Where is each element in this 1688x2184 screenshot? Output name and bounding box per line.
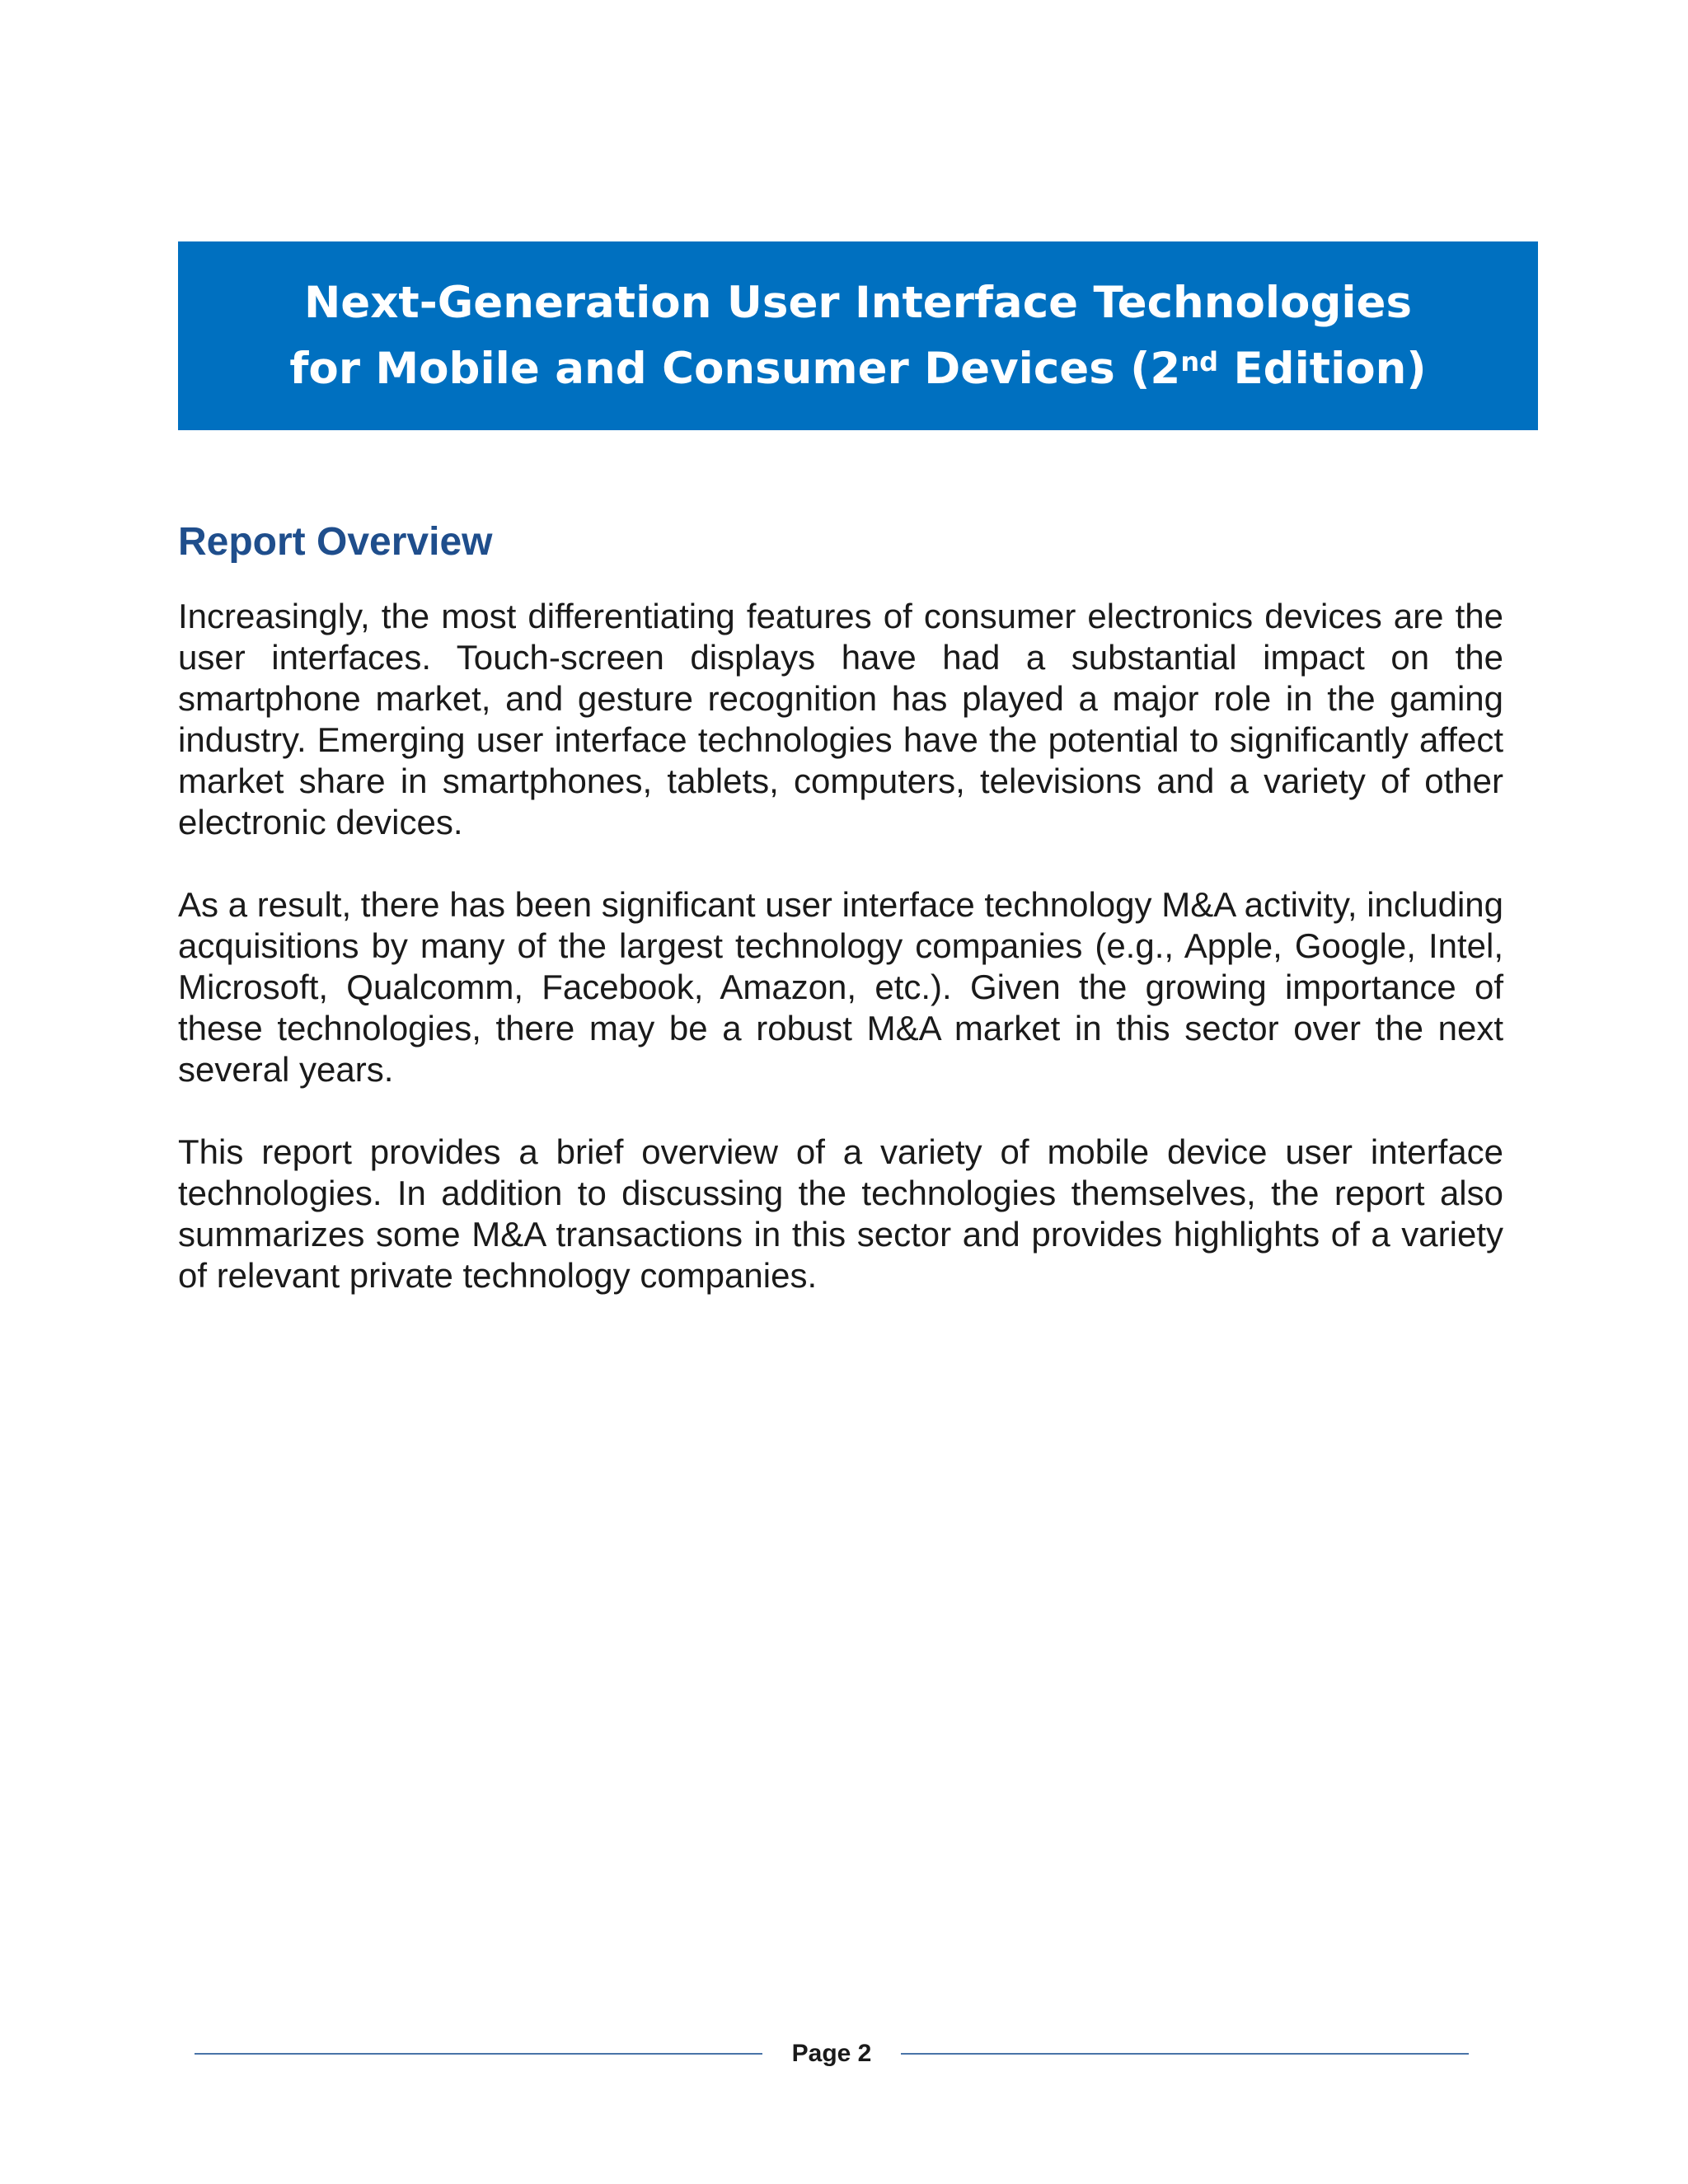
paragraph-3: This report provides a brief overview of a variety of mobile device user interface technologies. In addition to discussing the technologies themselves, the report also summarizes some M&A transactions in this sector and provides highlights of a variety of relevant private technology companies. xyxy=(178,1132,1503,1295)
paragraph-2: As a result, there has been significant user interface technology M&A activity, including acquisitions by many of the largest technology companies (e.g., Apple, Google, Intel, Microsoft, Qualcomm, Facebook, Amazon, etc.). Given the growing importance of these technologies, there may be a robust M&A market in this sector over the next several years. xyxy=(178,885,1503,1089)
footer-rule-left xyxy=(195,2053,762,2055)
title-banner xyxy=(178,241,1538,430)
title-line-1: Next-Generation User Interface Technologies xyxy=(303,277,1413,328)
title-line-2-suffix: Edition) xyxy=(1218,343,1427,394)
page-number: Page 2 xyxy=(791,2040,872,2067)
title-line-2 xyxy=(289,336,1426,402)
title-line-2-prefix: for Mobile and Consumer Devices (2 xyxy=(289,343,1181,394)
section-heading: Report Overview xyxy=(178,520,493,564)
paragraph-1: Increasingly, the most differentiating features of consumer electronics devices are the user interfaces. Touch-screen displays have had a substantial impact on the smartphone market, and gesture recognition has played a major role in the gaming industry. Emerging user interface technologies have the potential to significantly affect market share in smartphones, tablets, computers, televisions and a variety of other electronic devices. xyxy=(178,597,1503,841)
report-overview-body xyxy=(178,596,1503,1338)
footer-rule-right xyxy=(901,2053,1469,2055)
edition-superscript: nd xyxy=(1180,345,1218,377)
page-footer xyxy=(195,2036,1469,2072)
